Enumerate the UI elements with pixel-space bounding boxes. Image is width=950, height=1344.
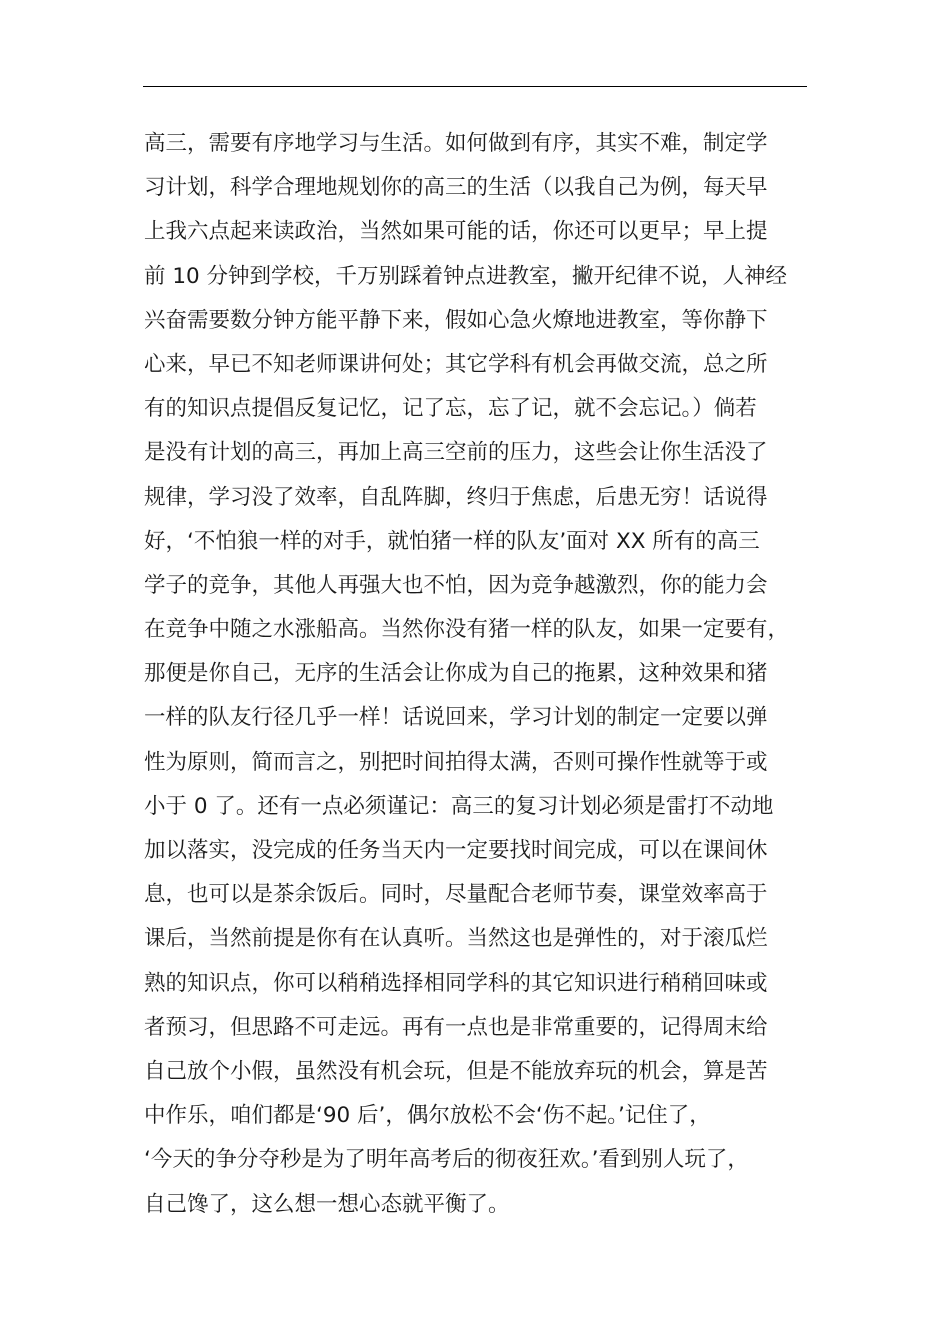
paragraph-line: 小于 0 了。还有一点必须谨记：高三的复习计划必须是雷打不动地	[144, 793, 774, 819]
paragraph-line: 在竞争中随之水涨船高。当然你没有猪一样的队友，如果一定要有，	[144, 617, 790, 643]
paragraph-line: 兴奋需要数分钟方能平静下来，假如心急火燎地进教室，等你静下	[144, 307, 768, 333]
paragraph-line: 高三，需要有序地学习与生活。如何做到有序，其实不难，制定学	[144, 131, 768, 156]
paragraph-line: 自己放个小假，虽然没有机会玩，但是不能放弃玩的机会，算是苦	[144, 1058, 768, 1084]
paragraph-line: 规律，学习没了效率，自乱阵脚，终归于焦虑，后患无穷！话说得	[144, 484, 768, 510]
paragraph-line: 息，也可以是茶余饭后。同时，尽量配合老师节奏，课堂效率高于	[144, 882, 768, 908]
paragraph-line: ‘今天的争分夺秒是为了明年高考后的彻夜狂欢。’看到别人玩了，	[144, 1147, 749, 1173]
paragraph-line: 好，‘不怕狼一样的对手，就怕猪一样的队友’面对 XX 所有的高三	[144, 528, 760, 554]
header-rule	[143, 86, 807, 87]
paragraph-line: 上我六点起来读政治，当然如果可能的话，你还可以更早；早上提	[144, 219, 768, 245]
paragraph-line: 熟的知识点，你可以稍稍选择相同学科的其它知识进行稍稍回味或	[144, 970, 768, 996]
paragraph-line: 自己馋了，这么想一想心态就平衡了。	[144, 1191, 510, 1217]
paragraph-line: 性为原则，简而言之，别把时间拍得太满，否则可操作性就等于或	[144, 749, 768, 775]
paragraph-line: 一样的队友行径几乎一样！话说回来，学习计划的制定一定要以弹	[144, 705, 768, 731]
paragraph-line: 者预习，但思路不可走远。再有一点也是非常重要的，记得周末给	[144, 1014, 768, 1040]
paragraph-line: 课后，当然前提是你有在认真听。当然这也是弹性的，对于滚瓜烂	[144, 926, 768, 952]
paragraph-line: 有的知识点提倡反复记忆，记了忘，忘了记，就不会忘记。）倘若	[144, 396, 757, 422]
paragraph-line: 是没有计划的高三，再加上高三空前的压力，这些会让你生活没了	[144, 440, 768, 466]
paragraph-line: 学子的竞争，其他人再强大也不怕，因为竞争越激烈，你的能力会	[144, 572, 768, 598]
paragraph-line: 加以落实，没完成的任务当天内一定要找时间完成，可以在课间休	[144, 838, 768, 863]
body-paragraph	[144, 122, 810, 1227]
paragraph-line: 中作乐，咱们都是‘90 后’，偶尔放松不会‘伤不起。’记住了，	[144, 1103, 711, 1129]
paragraph-line: 前 10 分钟到学校，千万别踩着钟点进教室，撇开纪律不说，人神经	[144, 263, 788, 289]
paragraph-line: 心来，早已不知老师课讲何处；其它学科有机会再做交流，总之所	[144, 351, 768, 377]
paragraph-line: 习计划，科学合理地规划你的高三的生活（以我自己为例，每天早	[144, 175, 768, 201]
paragraph-line: 那便是你自己，无序的生活会让你成为自己的拖累，这种效果和猪	[144, 661, 768, 687]
